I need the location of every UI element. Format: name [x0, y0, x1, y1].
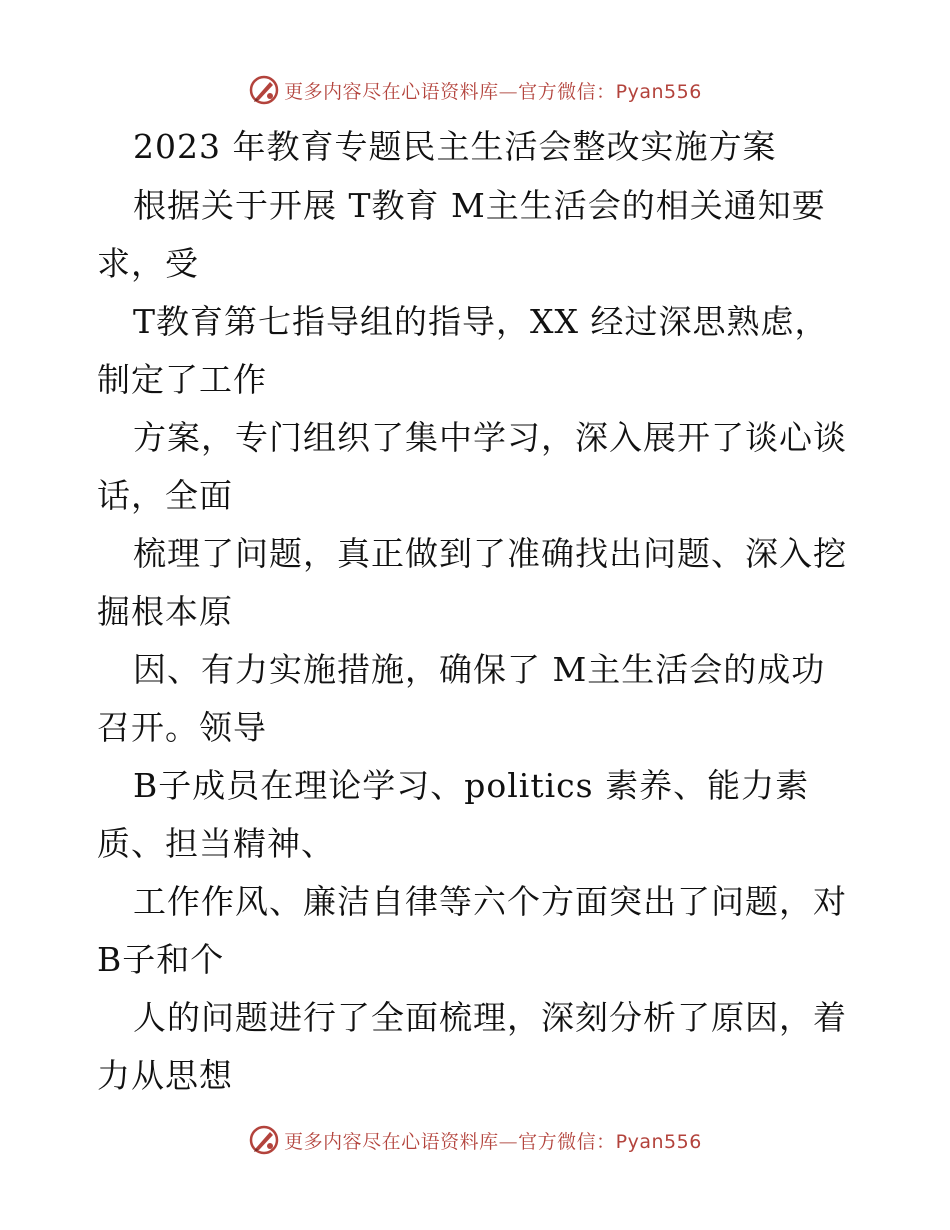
paragraph-line: 力从思想: [97, 1056, 233, 1095]
quill-logo-icon: [248, 1124, 280, 1156]
paragraph-line: T教育第七指导组的指导，XX 经过深思熟虑，: [133, 302, 829, 341]
paragraph-line: 制定了工作: [97, 360, 267, 399]
paragraph-line: 因、有力实施措施，确保了 M主生活会的成功: [133, 650, 826, 689]
paragraph-line: 掘根本原: [97, 592, 233, 631]
banner-main-text: 更多内容尽在心语资料库: [284, 1130, 499, 1153]
footer-watermark-banner: [0, 1122, 950, 1158]
quill-logo-icon: [248, 74, 280, 106]
footer-banner-text: [284, 1127, 702, 1154]
banner-contact-text: 官方微信：Pyan556: [518, 1130, 702, 1153]
paragraph-line: 方案，专门组织了集中学习，深入展开了谈心谈: [133, 418, 847, 457]
paragraph-line: 根据关于开展 T教育 M主生活会的相关通知要: [133, 186, 826, 225]
paragraph-line: 话，全面: [97, 476, 233, 515]
paragraph-line: 质、担当精神、: [97, 824, 335, 863]
paragraph-line: B子和个: [97, 940, 225, 979]
header-banner-text: [284, 77, 702, 104]
banner-contact-text: 官方微信：Pyan556: [518, 80, 702, 103]
paragraph-line: 召开。领导: [97, 708, 267, 747]
banner-main-text: 更多内容尽在心语资料库: [284, 80, 499, 103]
paragraph-line: B子成员在理论学习、politics 素养、能力素: [133, 766, 810, 805]
banner-dash: —: [498, 1130, 519, 1153]
paragraph-line: 工作作风、廉洁自律等六个方面突出了问题，对: [133, 882, 847, 921]
paragraph-line: 梳理了问题，真正做到了准确找出问题、深入挖: [133, 534, 847, 573]
banner-dash: —: [498, 80, 519, 103]
header-watermark-banner: [0, 72, 950, 108]
paragraph-line: 人的问题进行了全面梳理，深刻分析了原因，着: [133, 998, 847, 1037]
paragraph-line: 求，受: [97, 244, 199, 283]
document-title: 2023 年教育专题民主生活会整改实施方案: [133, 127, 777, 166]
